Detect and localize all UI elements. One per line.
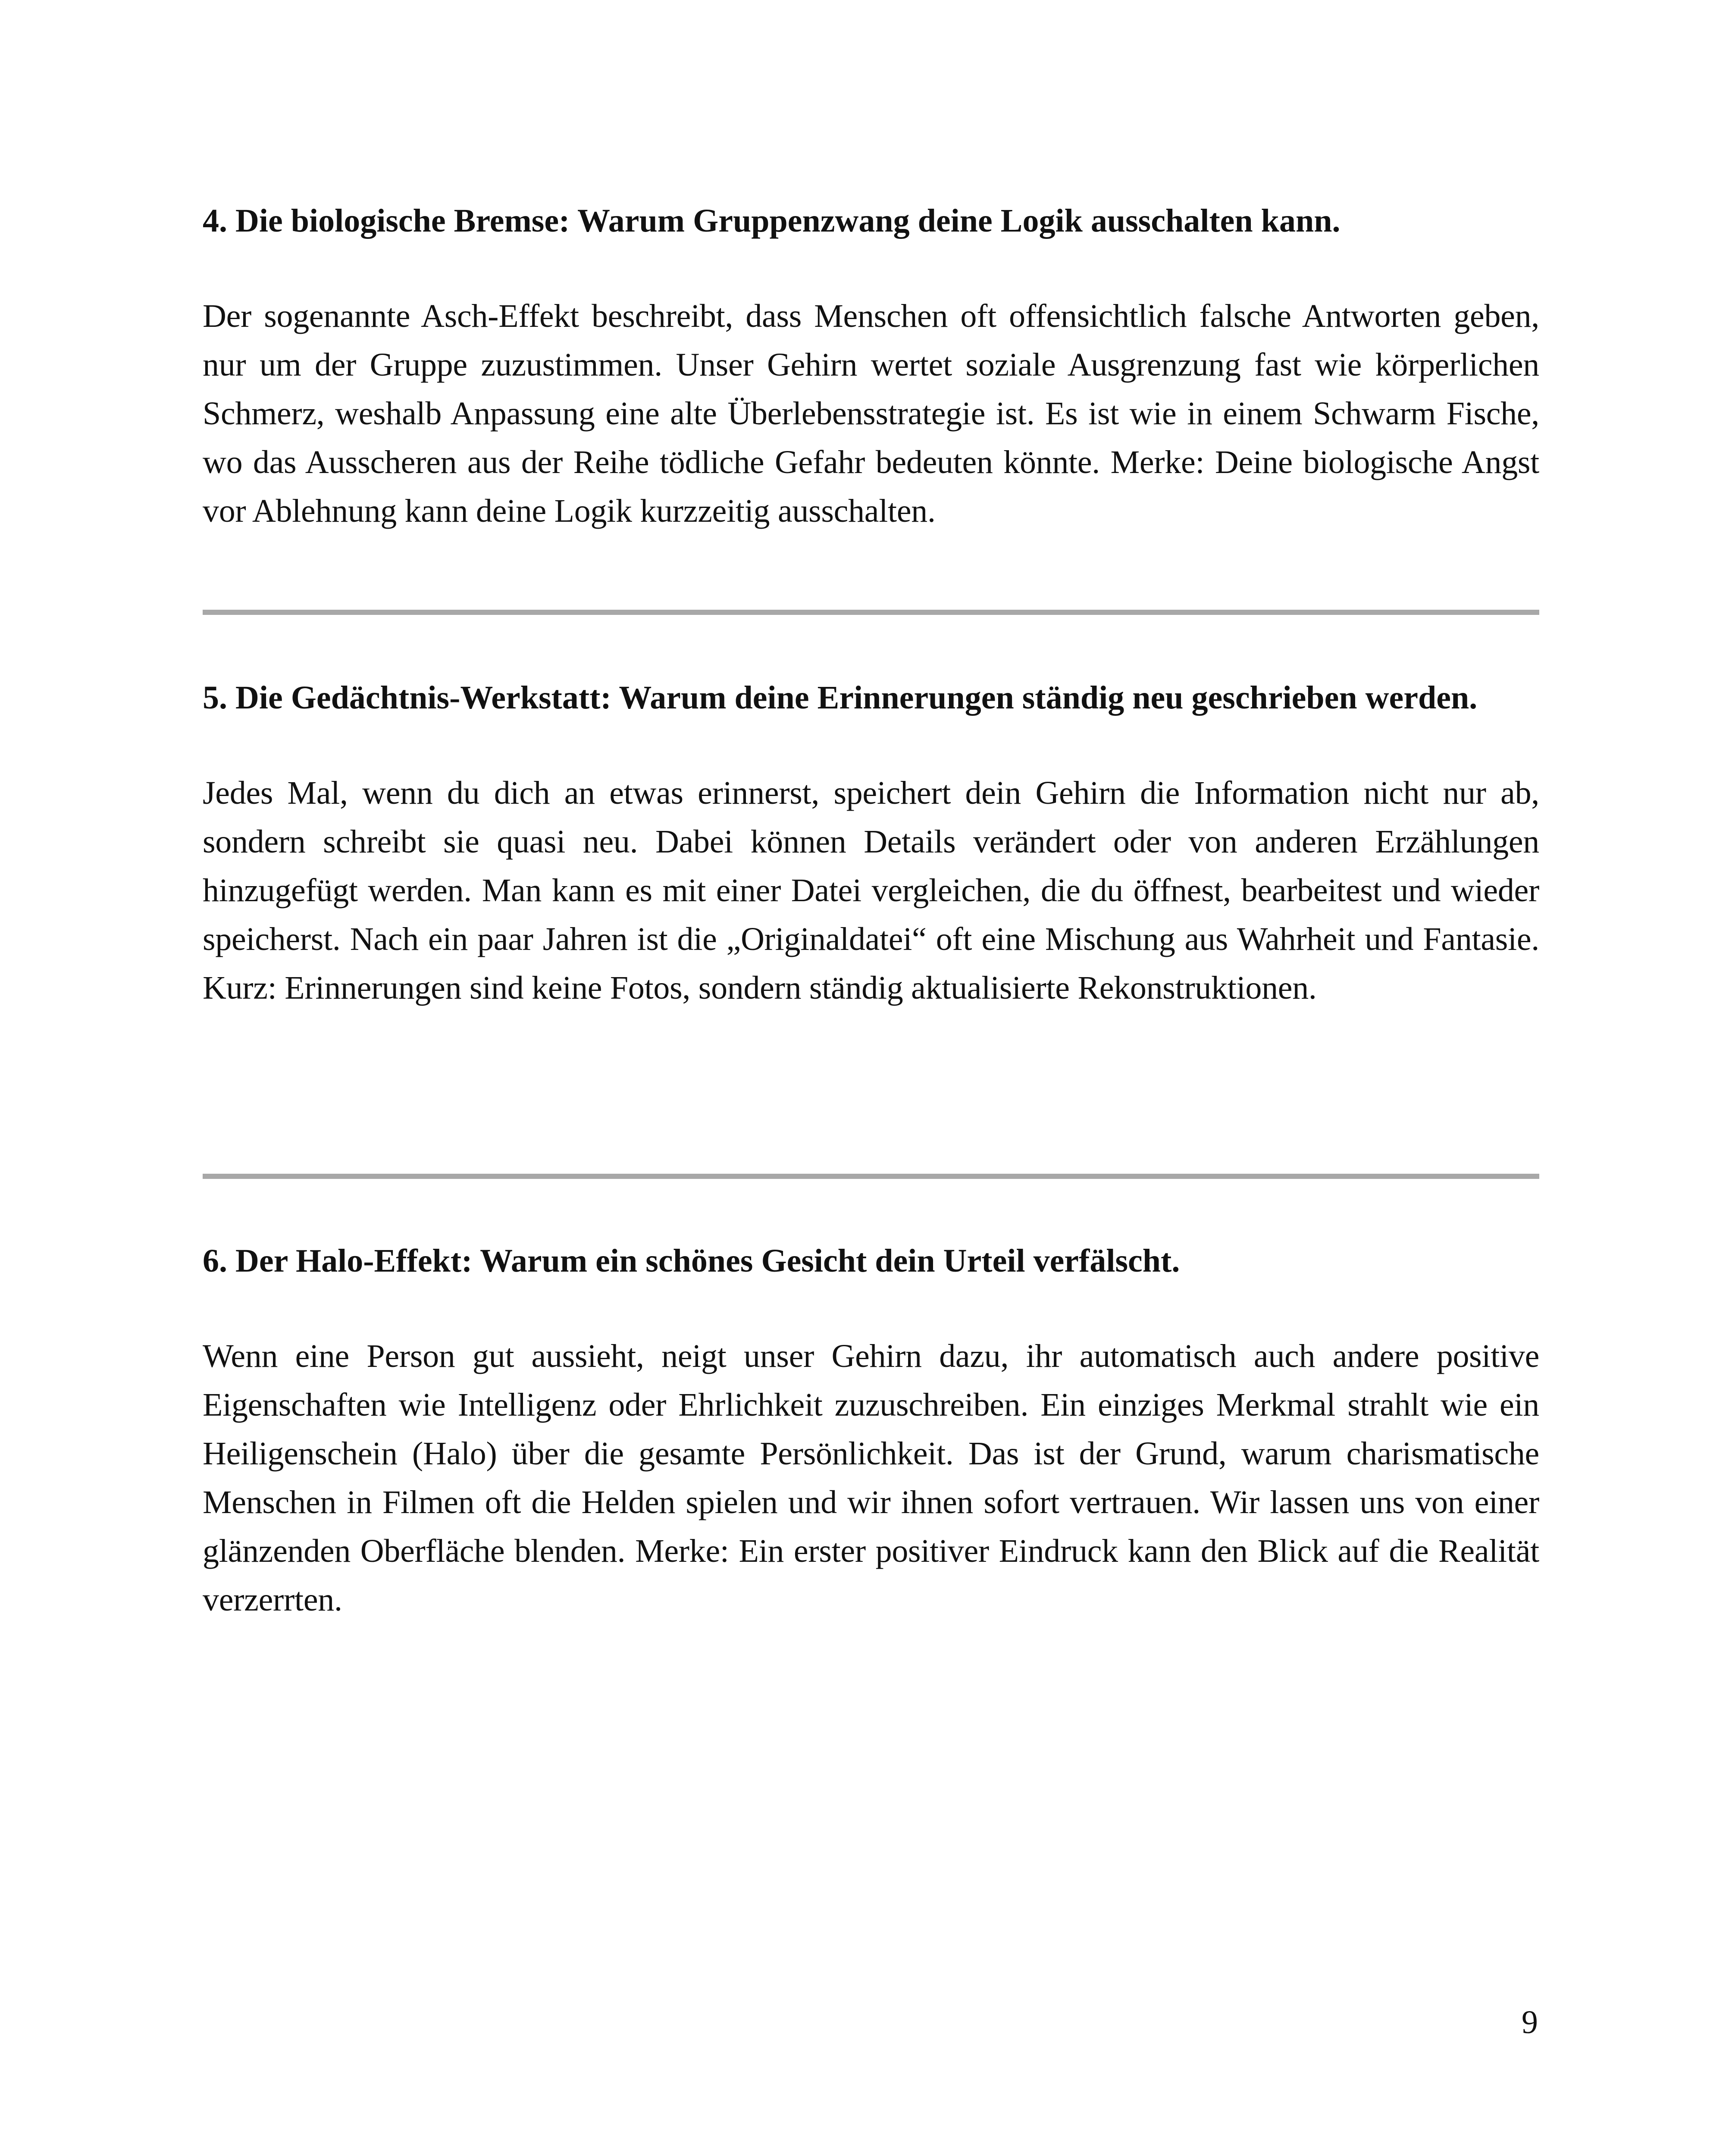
section-4 xyxy=(203,196,1539,536)
section-5 xyxy=(203,673,1539,1012)
section-body: Wenn eine Person gut aussieht, neigt unser Gehirn dazu, ihr automatisch auch andere positive Eigenschaften wie Intelligenz oder Ehrlichkeit zuzuschreiben. Ein einziges Merkmal strahlt wie ein Heiligenschein (Halo) über die gesamte Persönlichkeit. Das ist der Grund, warum charismatische Menschen in Filmen oft die Helden spielen und wir ihnen sofort vertrauen. Wir lassen uns von einer glänzenden Oberfläche blenden. Merke: Ein erster positiver Eindruck kann den Blick auf die Realität verzerrten. xyxy=(203,1338,1539,1618)
page-number: 9 xyxy=(1522,2004,1538,2040)
section-6 xyxy=(203,1236,1539,1624)
section-body: Der sogenannte Asch-Effekt beschreibt, dass Menschen oft offensichtlich falsche Antworten geben, nur um der Gruppe zuzustimmen. Unser Gehirn wertet soziale Ausgrenzung fast wie körperlichen Schmerz, weshalb Anpassung eine alte Überlebensstrategie ist. Es ist wie in einem Schwarm Fische, wo das Ausscheren aus der Reihe tödliche Gefahr bedeuten könnte. Merke: Deine biologische Angst vor Ablehnung kann deine Logik kurzzeitig ausschalten. xyxy=(203,298,1539,529)
section-heading: 5. Die Gedächtnis-Werkstatt: Warum deine Erinnerungen ständig neu geschrieben werden. xyxy=(203,680,1478,716)
section-body: Jedes Mal, wenn du dich an etwas erinnerst, speichert dein Gehirn die Information nicht nur ab, sondern schreibt sie quasi neu. Dabei können Details verändert oder von anderen Erzählungen hinzugefügt werden. Man kann es mit einer Datei vergleichen, die du öffnest, bearbeitest und wieder speicherst. Nach ein paar Jahren ist die „Originaldatei“ oft eine Mischung aus Wahrheit und Fantasie. Kurz: Erinnerungen sind keine Fotos, sondern ständig aktualisierte Rekonstruktionen. xyxy=(203,775,1539,1006)
section-heading: 6. Der Halo-Effekt: Warum ein schönes Gesicht dein Urteil verfälscht. xyxy=(203,1243,1180,1279)
section-divider xyxy=(203,1174,1539,1179)
section-divider xyxy=(203,610,1539,615)
section-heading: 4. Die biologische Bremse: Warum Gruppenzwang deine Logik ausschalten kann. xyxy=(203,203,1340,239)
